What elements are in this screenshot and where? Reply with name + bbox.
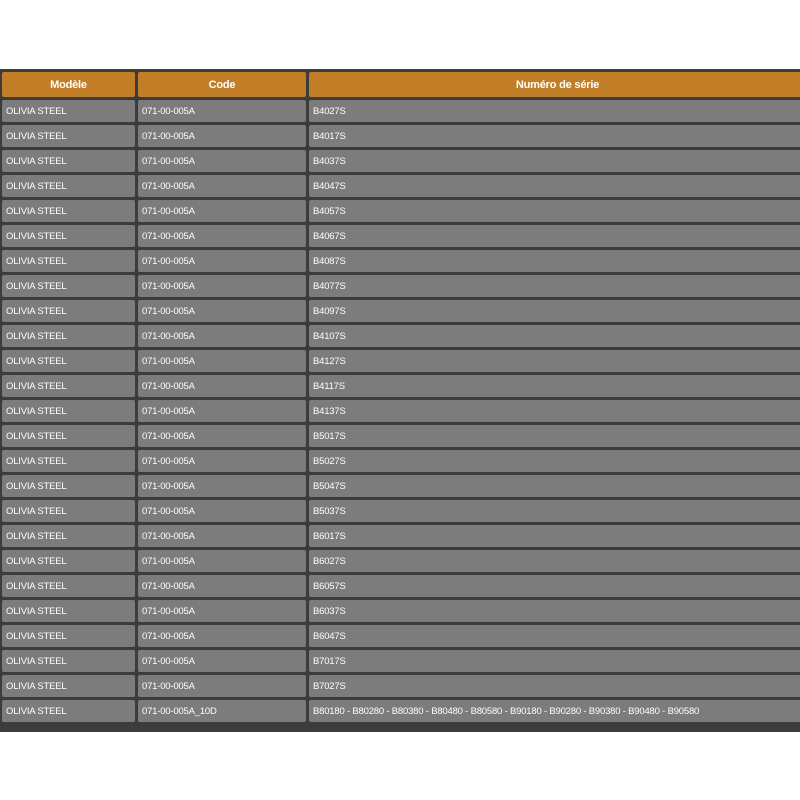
cell-model: OLIVIA STEEL [2, 325, 135, 347]
cell-code: 071-00-005A [138, 500, 306, 522]
table-row [2, 225, 800, 247]
cell-code: 071-00-005A [138, 325, 306, 347]
cell-model: OLIVIA STEEL [2, 125, 135, 147]
cell-serial-number: B6027S [309, 550, 800, 572]
cell-serial-number: B4127S [309, 350, 800, 372]
cell-serial-number: B4107S [309, 325, 800, 347]
cell-model: OLIVIA STEEL [2, 375, 135, 397]
cell-model: OLIVIA STEEL [2, 475, 135, 497]
cell-serial-number: B6057S [309, 575, 800, 597]
table-row [2, 700, 800, 722]
serial-number-table-container [0, 69, 800, 732]
cell-model: OLIVIA STEEL [2, 575, 135, 597]
cell-serial-number: B4037S [309, 150, 800, 172]
table-row [2, 300, 800, 322]
table-row [2, 350, 800, 372]
cell-code: 071-00-005A [138, 400, 306, 422]
cell-serial-number: B4097S [309, 300, 800, 322]
table-row [2, 375, 800, 397]
column-header-code: Code [138, 72, 306, 97]
cell-model: OLIVIA STEEL [2, 175, 135, 197]
cell-model: OLIVIA STEEL [2, 300, 135, 322]
cell-model: OLIVIA STEEL [2, 275, 135, 297]
table-row [2, 600, 800, 622]
table-row [2, 450, 800, 472]
cell-serial-number: B4017S [309, 125, 800, 147]
cell-code: 071-00-005A [138, 350, 306, 372]
table-row [2, 200, 800, 222]
cell-model: OLIVIA STEEL [2, 400, 135, 422]
cell-code: 071-00-005A [138, 275, 306, 297]
cell-model: OLIVIA STEEL [2, 100, 135, 122]
serial-number-table [0, 69, 800, 725]
cell-serial-number: B4077S [309, 275, 800, 297]
cell-model: OLIVIA STEEL [2, 625, 135, 647]
cell-model: OLIVIA STEEL [2, 225, 135, 247]
cell-serial-number: B4117S [309, 375, 800, 397]
cell-code: 071-00-005A [138, 125, 306, 147]
table-row [2, 525, 800, 547]
table-row [2, 550, 800, 572]
cell-model: OLIVIA STEEL [2, 650, 135, 672]
cell-code: 071-00-005A [138, 575, 306, 597]
cell-serial-number: B5017S [309, 425, 800, 447]
cell-model: OLIVIA STEEL [2, 250, 135, 272]
cell-serial-number: B7017S [309, 650, 800, 672]
cell-code: 071-00-005A [138, 550, 306, 572]
table-row [2, 425, 800, 447]
cell-model: OLIVIA STEEL [2, 675, 135, 697]
table-row [2, 125, 800, 147]
cell-serial-number: B4067S [309, 225, 800, 247]
cell-serial-number: B6037S [309, 600, 800, 622]
cell-serial-number: B4137S [309, 400, 800, 422]
cell-code: 071-00-005A_10D [138, 700, 306, 722]
table-row [2, 150, 800, 172]
cell-serial-number: B5037S [309, 500, 800, 522]
cell-model: OLIVIA STEEL [2, 500, 135, 522]
cell-serial-number: B7027S [309, 675, 800, 697]
cell-model: OLIVIA STEEL [2, 550, 135, 572]
cell-code: 071-00-005A [138, 150, 306, 172]
cell-serial-number: B4087S [309, 250, 800, 272]
cell-code: 071-00-005A [138, 475, 306, 497]
table-header-row [2, 72, 800, 97]
table-row [2, 400, 800, 422]
table-row [2, 650, 800, 672]
column-header-serial-number: Numéro de série [309, 72, 800, 97]
cell-code: 071-00-005A [138, 675, 306, 697]
cell-code: 071-00-005A [138, 525, 306, 547]
cell-serial-number: B4047S [309, 175, 800, 197]
table-row [2, 475, 800, 497]
cell-model: OLIVIA STEEL [2, 425, 135, 447]
cell-model: OLIVIA STEEL [2, 150, 135, 172]
cell-serial-number: B5047S [309, 475, 800, 497]
table-row [2, 100, 800, 122]
cell-serial-number: B5027S [309, 450, 800, 472]
cell-code: 071-00-005A [138, 200, 306, 222]
cell-code: 071-00-005A [138, 625, 306, 647]
cell-serial-number: B6047S [309, 625, 800, 647]
table-row [2, 275, 800, 297]
cell-code: 071-00-005A [138, 250, 306, 272]
cell-code: 071-00-005A [138, 425, 306, 447]
table-row [2, 500, 800, 522]
table-header [2, 72, 800, 97]
cell-serial-number: B4027S [309, 100, 800, 122]
cell-code: 071-00-005A [138, 600, 306, 622]
cell-model: OLIVIA STEEL [2, 450, 135, 472]
column-header-model: Modèle [2, 72, 135, 97]
table-row [2, 175, 800, 197]
cell-serial-number: B6017S [309, 525, 800, 547]
cell-model: OLIVIA STEEL [2, 700, 135, 722]
cell-model: OLIVIA STEEL [2, 600, 135, 622]
table-body [2, 100, 800, 722]
cell-code: 071-00-005A [138, 375, 306, 397]
cell-code: 071-00-005A [138, 300, 306, 322]
table-row [2, 575, 800, 597]
cell-model: OLIVIA STEEL [2, 525, 135, 547]
cell-code: 071-00-005A [138, 450, 306, 472]
cell-code: 071-00-005A [138, 100, 306, 122]
cell-code: 071-00-005A [138, 175, 306, 197]
table-row [2, 250, 800, 272]
cell-serial-number: B80180 - B80280 - B80380 - B80480 - B80580 - B90180 - B90280 - B90380 - B90480 - B90580 [309, 700, 800, 722]
table-row [2, 675, 800, 697]
cell-model: OLIVIA STEEL [2, 200, 135, 222]
table-row [2, 325, 800, 347]
cell-serial-number: B4057S [309, 200, 800, 222]
cell-code: 071-00-005A [138, 650, 306, 672]
cell-code: 071-00-005A [138, 225, 306, 247]
cell-model: OLIVIA STEEL [2, 350, 135, 372]
table-row [2, 625, 800, 647]
